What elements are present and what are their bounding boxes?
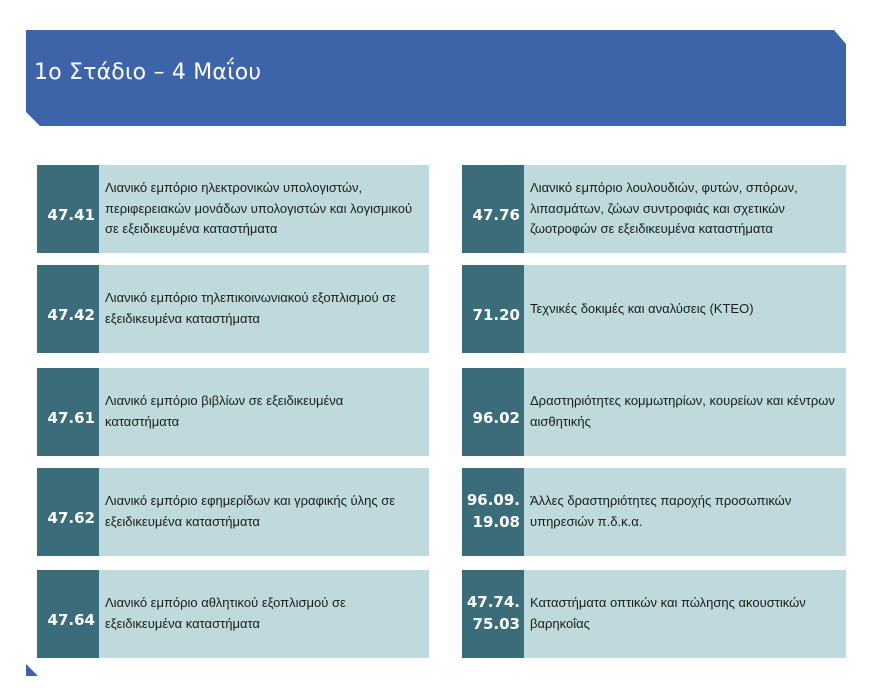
activity-description: Τεχνικές δοκιμές και αναλύσεις (ΚΤΕΟ) <box>524 265 846 353</box>
activity-card-47-64 <box>37 570 429 658</box>
activity-code <box>462 468 524 556</box>
activity-code-line: 75.03 <box>472 615 520 633</box>
activity-card-47-42 <box>37 265 429 353</box>
activity-description: Καταστήματα οπτικών και πώλησης ακουστικών βαρηκοΐας <box>524 570 846 658</box>
activity-card-71-20 <box>462 265 846 353</box>
activity-card-47-74-75-03 <box>462 570 846 658</box>
activity-card-96-09-19-08 <box>462 468 846 556</box>
activity-card-47-76 <box>462 165 846 253</box>
corner-decoration <box>26 664 38 676</box>
activity-code: 96.02 <box>462 368 524 456</box>
activity-description: Λιανικό εμπόριο λουλουδιών, φυτών, σπόρων, λιπασμάτων, ζώων συντροφιάς και σχετικών ζωοτροφών σε εξειδικευμένα καταστήματα <box>524 165 846 253</box>
activity-description: Λιανικό εμπόριο αθλητικού εξοπλισμού σε εξειδικευμένα καταστήματα <box>99 570 429 658</box>
activity-code: 71.20 <box>462 265 524 353</box>
activity-code: 47.76 <box>462 165 524 253</box>
activity-description: Δραστηριότητες κομμωτηρίων, κουρείων και κέντρων αισθητικής <box>524 368 846 456</box>
activity-card-47-41 <box>37 165 429 253</box>
activity-code <box>462 570 524 658</box>
activity-code: 47.62 <box>37 468 99 556</box>
activity-code-line: 47.74. <box>466 593 520 612</box>
activity-description: Λιανικό εμπόριο βιβλίων σε εξειδικευμένα καταστήματα <box>99 368 429 456</box>
activity-code: 47.61 <box>37 368 99 456</box>
activity-code: 47.64 <box>37 570 99 658</box>
activity-card-47-62 <box>37 468 429 556</box>
activity-code-line: 96.09. <box>466 491 520 510</box>
activity-card-96-02 <box>462 368 846 456</box>
activity-card-47-61 <box>37 368 429 456</box>
activity-code: 47.42 <box>37 265 99 353</box>
activity-description: Άλλες δραστηριότητες παροχής προσωπικών υπηρεσιών π.δ.κ.α. <box>524 468 846 556</box>
activity-code: 47.41 <box>37 165 99 253</box>
activity-description: Λιανικό εμπόριο ηλεκτρονικών υπολογιστών, περιφερειακών μονάδων υπολογιστών και λογισμικού σε εξειδικευμένα καταστήματα <box>99 165 429 253</box>
activity-description: Λιανικό εμπόριο εφημερίδων και γραφικής ύλης σε εξειδικευμένα καταστήματα <box>99 468 429 556</box>
page-title: 1ο Στάδιο – 4 Μαΐου <box>34 60 262 85</box>
activity-code-line: 19.08 <box>472 513 520 531</box>
activity-description: Λιανικό εμπόριο τηλεπικοινωνιακού εξοπλισμού σε εξειδικευμένα καταστήματα <box>99 265 429 353</box>
